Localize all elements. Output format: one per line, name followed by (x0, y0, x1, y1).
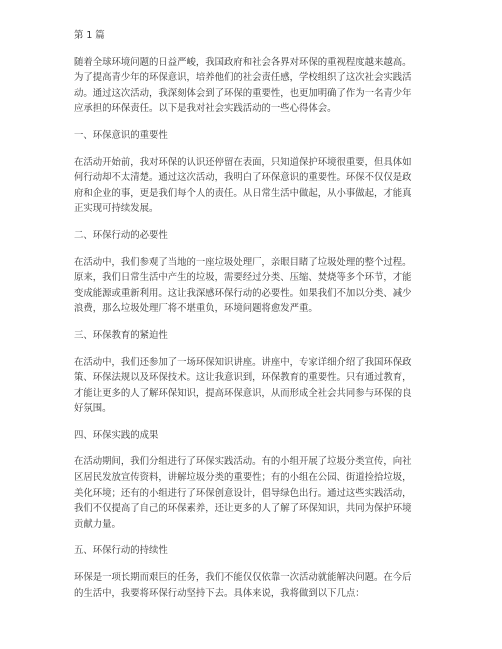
paragraph-line: 何行动却不太清楚。通过这次活动，我明白了环保意识的重要性。环保不仅仅是政 (74, 172, 412, 184)
paragraph-line: 环保是一项长期而艰巨的任务，我们不能仅仅依靠一次活动就能解决问题。在今后 (74, 572, 412, 584)
paragraph-line: 在活动期间，我们分组进行了环保实践活动。有的小组开展了垃圾分类宣传，向社 (74, 456, 412, 468)
section-paragraph (74, 355, 434, 417)
paragraph-line: 在活动开始前，我对环保的认识还停留在表面，只知道保护环境很重要，但具体如 (74, 156, 412, 168)
paragraph-line: 才能让更多的人了解环保知识，提高环保意识，从而形成全社会共同参与环保的良 (74, 387, 412, 399)
intro-line: 随着全球环境问题的日益严峻，我国政府和社会各界对环保的重视程度越来越高。 (74, 56, 412, 68)
spacer (74, 344, 434, 355)
spacer (74, 559, 434, 570)
paragraph-line: 变成能源或重新利用。这让我深感环保行动的必要性。如果我们不加以分类、减少 (74, 287, 412, 299)
paragraph-line: 在活动中，我们参观了当地的一座垃圾处理厂，亲眼目睹了垃圾处理的整个过程。 (74, 256, 412, 268)
paragraph-line: 策、环保法规以及环保技术。这让我意识到，环保教育的重要性。只有通过教育， (74, 372, 412, 384)
paragraph-line: 原来，我们日常生活中产生的垃圾，需要经过分类、压缩、焚烧等多个环节，才能 (74, 272, 412, 284)
section-heading: 三、环保教育的紧迫性 (74, 329, 168, 341)
intro-line: 动。通过这次活动，我深刻体会到了环保的重要性，也更加明确了作为一名青少年 (74, 87, 412, 99)
paragraph-line: 区居民发放宣传资料，讲解垃圾分类的重要性；有的小组在公园、街道捡拾垃圾， (74, 472, 412, 484)
paragraph-line: 好氛围。 (74, 403, 112, 415)
section-paragraph (74, 255, 434, 317)
page-label: 第 1 篇 (74, 30, 105, 41)
paragraph-line: 浪费，那么垃圾处理厂将不堪重负，环境问题将愈发严重。 (74, 303, 318, 315)
paragraph-line: 府和企业的事，更是我们每个人的责任。从日常生活中做起，从小事做起，才能真 (74, 187, 412, 199)
spacer (74, 44, 434, 55)
intro-paragraph (74, 55, 434, 117)
intro-line: 为了提高青少年的环保意识，培养他们的社会责任感，学校组织了这次社会实践活 (74, 72, 412, 84)
paragraph-line: 在活动中，我们还参加了一场环保知识讲座。讲座中，专家详细介绍了我国环保政 (74, 356, 412, 368)
spacer (74, 443, 434, 454)
spacer (74, 532, 434, 543)
section-heading: 一、环保意识的重要性 (74, 129, 168, 141)
spacer (74, 317, 434, 328)
section-heading: 二、环保行动的必要性 (74, 229, 168, 241)
section-paragraph (74, 454, 434, 532)
spacer (74, 217, 434, 228)
section-heading: 五、环保行动的持续性 (74, 545, 168, 557)
spacer (74, 417, 434, 428)
paragraph-line: 正实现可持续发展。 (74, 203, 159, 215)
spacer (74, 244, 434, 255)
spacer (74, 117, 434, 128)
section-paragraph (74, 155, 434, 217)
section-paragraph (74, 570, 434, 601)
intro-line: 应承担的环保责任。以下是我对社会实践活动的一些心得体会。 (74, 103, 337, 115)
paragraph-line: 贡献力量。 (74, 518, 121, 530)
section-heading: 四、环保实践的成果 (74, 429, 159, 441)
paragraph-line: 的生活中，我要将环保行动坚持下去。具体来说，我将做到以下几点： (74, 587, 365, 599)
document-page (74, 28, 434, 601)
paragraph-line: 美化环境；还有的小组进行了环保创意设计，倡导绿色出行。通过这些实践活动， (74, 487, 412, 499)
spacer (74, 144, 434, 155)
paragraph-line: 我们不仅提高了自己的环保素养，还让更多的人了解了环保知识，共同为保护环境 (74, 503, 412, 515)
